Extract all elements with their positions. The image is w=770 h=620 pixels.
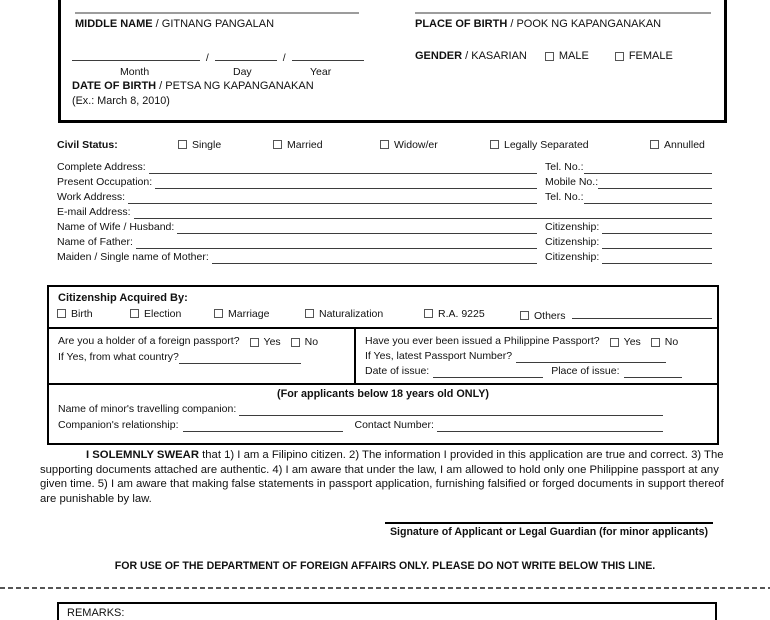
male-checkbox[interactable] xyxy=(545,52,554,61)
companion-contact-label: Contact Number: xyxy=(354,419,434,431)
annulled-checkbox[interactable] xyxy=(650,140,659,149)
contact-block xyxy=(57,159,712,264)
complete-address-row xyxy=(57,159,712,174)
citizenship-option-others: Others xyxy=(520,308,712,322)
philippine-passport-question-line xyxy=(365,334,709,348)
place-of-birth-field-line[interactable] xyxy=(415,12,711,14)
civil-status-option-single: Single xyxy=(178,139,221,151)
foreign-passport-question: Are you a holder of a foreign passport? xyxy=(58,335,240,347)
passport-number-line xyxy=(365,349,709,363)
mobile-no-label: Mobile No.: xyxy=(545,176,599,188)
dob-slash-2: / xyxy=(282,52,286,64)
philippine-yes-option: Yes xyxy=(610,336,641,348)
companion-relationship-line xyxy=(58,418,708,432)
oath-body-text: that 1) I am a Filipino citizen. 2) The information I provided in this application are true and correct. 3) The supporting documents attached are authentic. 4) I am aware that under the law, I am allowed to hold only one Philippine passport at any given time. 5) I am aware that making false statements in passport application, furnishing falsified or forged documents in support thereof are punishable by law. xyxy=(40,449,724,505)
date-of-birth-label: DATE OF BIRTH / PETSA NG KAPANGANAKAN xyxy=(72,80,314,92)
mobile-no-field[interactable] xyxy=(598,177,712,189)
passport-number-field[interactable] xyxy=(516,352,666,363)
work-address-field[interactable] xyxy=(128,192,537,204)
tel-no-field[interactable] xyxy=(584,162,712,174)
married-checkbox[interactable] xyxy=(273,140,282,149)
dob-year-field[interactable] xyxy=(292,50,364,61)
companion-contact-field[interactable] xyxy=(437,420,663,432)
marriage-checkbox[interactable] xyxy=(214,309,223,318)
place-of-issue-label: Place of issue: xyxy=(551,365,620,377)
oath-bold-lead: I SOLEMNLY SWEAR xyxy=(86,449,199,461)
complete-address-field[interactable] xyxy=(149,162,537,174)
date-of-issue-label: Date of issue: xyxy=(365,365,430,377)
civil-status-label: Civil Status: xyxy=(57,139,118,151)
legally-separated-checkbox[interactable] xyxy=(490,140,499,149)
personal-info-box xyxy=(58,0,727,123)
mother-name-field[interactable] xyxy=(212,252,537,264)
email-address-row xyxy=(57,204,712,219)
gender-option-male xyxy=(545,50,589,62)
foreign-country-line xyxy=(58,350,348,364)
dob-day-field[interactable] xyxy=(215,50,277,61)
citizenship-option-birth: Birth xyxy=(57,308,93,320)
companion-name-label: Name of minor's travelling companion: xyxy=(58,403,237,415)
dashed-separator xyxy=(0,587,770,589)
mother-citizenship-field[interactable] xyxy=(602,252,712,264)
single-checkbox[interactable] xyxy=(178,140,187,149)
civil-status-option-annulled: Annulled xyxy=(650,139,705,151)
spouse-citizenship-label: Citizenship: xyxy=(545,221,600,233)
dob-slash-1: / xyxy=(205,52,209,64)
signature-caption: Signature of Applicant or Legal Guardian (for minor applicants) xyxy=(389,526,709,538)
work-tel-no-field[interactable] xyxy=(584,192,712,204)
philippine-no-checkbox[interactable] xyxy=(651,338,660,347)
dob-month-caption: Month xyxy=(120,66,150,78)
foreign-no-checkbox[interactable] xyxy=(291,338,300,347)
father-name-field[interactable] xyxy=(136,237,537,249)
philippine-yes-checkbox[interactable] xyxy=(610,338,619,347)
date-of-issue-field[interactable] xyxy=(433,367,543,378)
father-name-label: Name of Father: xyxy=(57,236,133,248)
present-occupation-label: Present Occupation: xyxy=(57,176,153,188)
dob-year-caption: Year xyxy=(310,66,332,78)
father-citizenship-field[interactable] xyxy=(602,237,712,249)
foreign-passport-cell xyxy=(49,329,354,383)
female-label: FEMALE xyxy=(628,50,673,62)
foreign-yes-option: Yes xyxy=(250,336,281,348)
citizenship-option-naturalization: Naturalization xyxy=(305,308,383,320)
ra-9225-checkbox[interactable] xyxy=(424,309,433,318)
remarks-box[interactable] xyxy=(57,602,717,620)
citizenship-acquired-section xyxy=(49,287,717,327)
birth-checkbox[interactable] xyxy=(57,309,66,318)
minor-applicants-section xyxy=(49,385,717,443)
companion-name-line xyxy=(58,402,708,416)
philippine-no-option: No xyxy=(651,336,678,348)
female-checkbox[interactable] xyxy=(615,52,624,61)
civil-status-option-legally-separated: Legally Separated xyxy=(490,139,589,151)
spouse-row xyxy=(57,219,712,234)
dob-day-caption: Day xyxy=(233,66,252,78)
father-citizenship-label: Citizenship: xyxy=(545,236,600,248)
philippine-passport-cell xyxy=(354,329,717,383)
work-tel-no-label: Tel. No.: xyxy=(545,191,584,203)
civil-status-option-widower: Widow/er xyxy=(380,139,438,151)
passport-number-label: If Yes, latest Passport Number? xyxy=(365,350,513,362)
passport-questions-row xyxy=(49,329,717,383)
foreign-yes-checkbox[interactable] xyxy=(250,338,259,347)
naturalization-checkbox[interactable] xyxy=(305,309,314,318)
citizenship-option-election: Election xyxy=(130,308,181,320)
email-address-field[interactable] xyxy=(134,207,712,219)
civil-status-option-married: Married xyxy=(273,139,323,151)
present-occupation-row xyxy=(57,174,712,189)
civil-status-row xyxy=(57,139,717,153)
spouse-name-field[interactable] xyxy=(177,222,537,234)
foreign-passport-question-line xyxy=(58,334,348,348)
foreign-no-option: No xyxy=(291,336,318,348)
widower-checkbox[interactable] xyxy=(380,140,389,149)
citizenship-option-ra9225: R.A. 9225 xyxy=(424,308,485,320)
foreign-country-label: If Yes, from what country? xyxy=(58,351,179,363)
spouse-citizenship-field[interactable] xyxy=(602,222,712,234)
citizenship-box xyxy=(47,285,719,445)
dfa-use-only-notice: FOR USE OF THE DEPARTMENT OF FOREIGN AFFAIRS ONLY. PLEASE DO NOT WRITE BELOW THIS LINE. xyxy=(114,560,656,572)
male-label: MALE xyxy=(558,50,589,62)
signature-line[interactable] xyxy=(385,522,713,524)
companion-relationship-field[interactable] xyxy=(183,421,343,432)
mother-row xyxy=(57,249,712,264)
gender-option-female xyxy=(615,50,673,62)
election-checkbox[interactable] xyxy=(130,309,139,318)
issue-line xyxy=(365,364,709,378)
citizenship-option-marriage: Marriage xyxy=(214,308,269,320)
others-field[interactable] xyxy=(572,308,712,319)
date-of-birth-blanks xyxy=(72,50,364,64)
oath-paragraph xyxy=(40,448,731,506)
companion-name-field[interactable] xyxy=(239,404,663,416)
dob-month-field[interactable] xyxy=(72,50,200,61)
work-address-label: Work Address: xyxy=(57,191,126,203)
dob-example-label: (Ex.: March 8, 2010) xyxy=(72,95,170,107)
mother-name-label: Maiden / Single name of Mother: xyxy=(57,251,209,263)
foreign-country-field[interactable] xyxy=(179,353,301,364)
others-checkbox[interactable] xyxy=(520,311,529,320)
place-of-issue-field[interactable] xyxy=(624,367,682,378)
remarks-label: REMARKS: xyxy=(67,607,125,619)
minor-section-heading: (For applicants below 18 years old ONLY) xyxy=(277,388,489,400)
mother-citizenship-label: Citizenship: xyxy=(545,251,600,263)
work-address-row xyxy=(57,189,712,204)
middle-name-label: MIDDLE NAME / GITNANG PANGALAN xyxy=(75,18,275,30)
spouse-name-label: Name of Wife / Husband: xyxy=(57,221,175,233)
place-of-birth-label: PLACE OF BIRTH / POOK NG KAPANGANAKAN xyxy=(415,18,662,30)
companion-relationship-label: Companion's relationship: xyxy=(58,419,179,431)
complete-address-label: Complete Address: xyxy=(57,161,146,173)
email-address-label: E-mail Address: xyxy=(57,206,131,218)
philippine-passport-question: Have you ever been issued a Philippine Passport? xyxy=(365,335,600,347)
gender-row xyxy=(415,50,673,62)
father-row xyxy=(57,234,712,249)
gender-label: GENDER / KASARIAN xyxy=(415,50,527,62)
present-occupation-field[interactable] xyxy=(155,177,537,189)
citizenship-acquired-title: Citizenship Acquired By: xyxy=(58,292,188,304)
tel-no-label: Tel. No.: xyxy=(545,161,584,173)
middle-name-field-line[interactable] xyxy=(75,12,359,14)
